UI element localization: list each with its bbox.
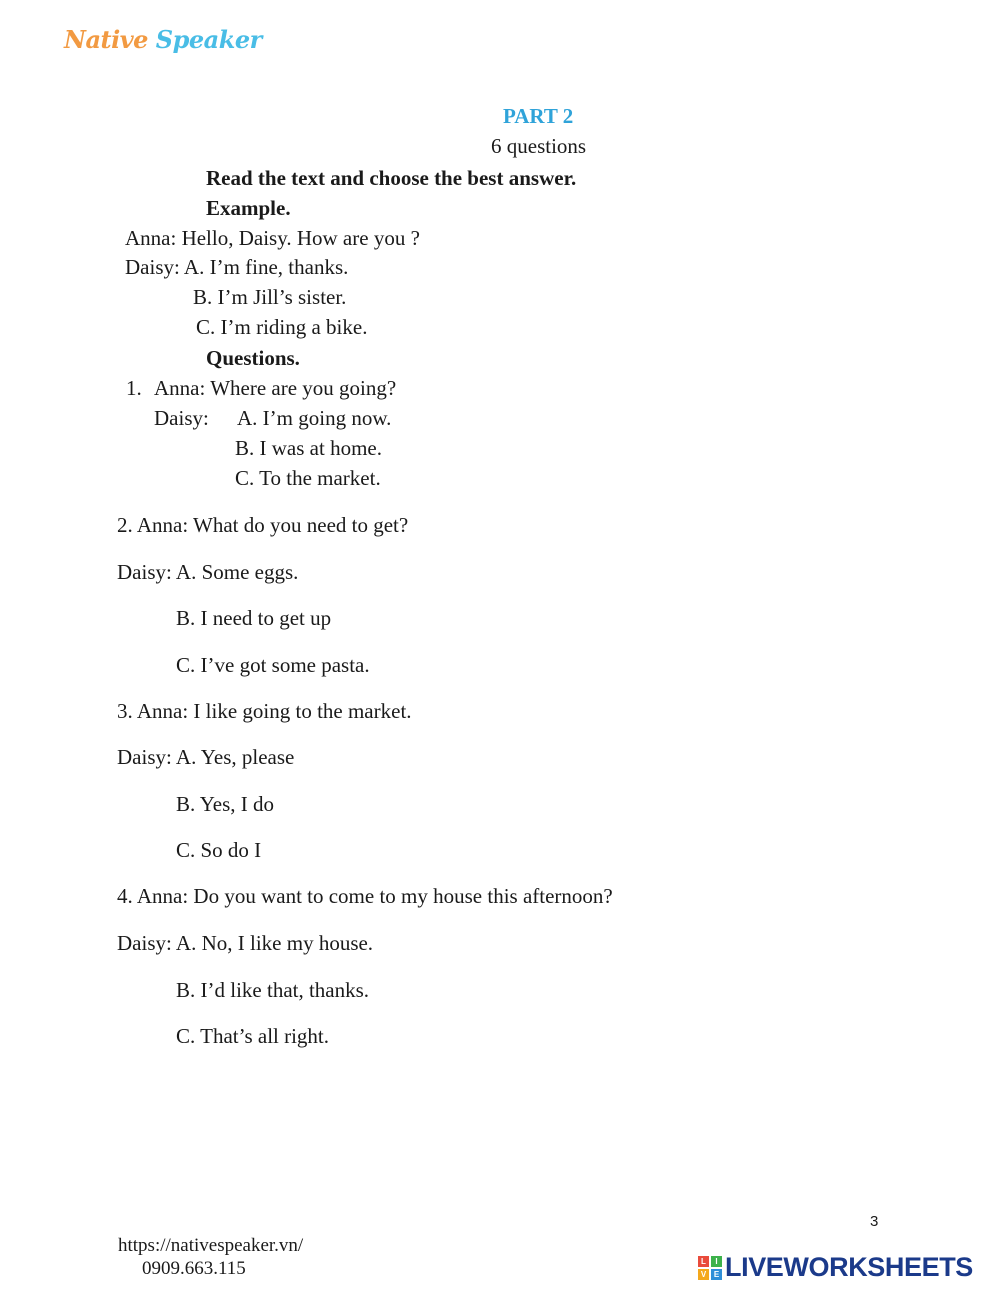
questions-heading: Questions. bbox=[206, 346, 300, 370]
page-number: 3 bbox=[870, 1213, 879, 1230]
liveworksheets-wordmark: LIVEWORKSHEETS bbox=[725, 1252, 973, 1282]
q3-prompt: 3. Anna: I like going to the market. bbox=[117, 699, 412, 723]
q2-option-a[interactable]: Daisy: A. Some eggs. bbox=[117, 560, 299, 584]
example-option-c: C. I’m riding a bike. bbox=[196, 315, 368, 339]
q1-option-a[interactable]: A. I’m going now. bbox=[237, 406, 392, 430]
q4-option-a[interactable]: Daisy: A. No, I like my house. bbox=[117, 931, 374, 955]
q1-number: 1. bbox=[126, 376, 142, 400]
q2-option-b[interactable]: B. I need to get up bbox=[176, 606, 332, 630]
q1-option-c[interactable]: C. To the market. bbox=[235, 466, 381, 490]
q2-prompt: 2. Anna: What do you need to get? bbox=[117, 513, 409, 537]
liveworksheets-logo-icon bbox=[698, 1256, 722, 1280]
instructions: Read the text and choose the best answer. bbox=[206, 166, 577, 190]
q3-option-b[interactable]: B. Yes, I do bbox=[176, 792, 275, 816]
liveworksheets-brand bbox=[698, 1254, 973, 1281]
q4-prompt: 4. Anna: Do you want to come to my house this afternoon? bbox=[117, 884, 613, 908]
q1-prompt: Anna: Where are you going? bbox=[154, 376, 397, 400]
native-speaker-logo bbox=[64, 25, 262, 54]
q4-option-c[interactable]: C. That’s all right. bbox=[176, 1024, 330, 1048]
question-count: 6 questions bbox=[491, 134, 587, 158]
tile-i: I bbox=[711, 1256, 722, 1267]
part-title: PART 2 bbox=[503, 104, 574, 128]
example-option-a: Daisy: A. I’m fine, thanks. bbox=[125, 255, 349, 279]
footer-phone: 0909.663.115 bbox=[142, 1258, 246, 1279]
example-option-b: B. I’m Jill’s sister. bbox=[193, 285, 347, 309]
tile-v: V bbox=[698, 1269, 709, 1280]
footer-url[interactable]: https://nativespeaker.vn/ bbox=[118, 1235, 304, 1256]
q3-option-a[interactable]: Daisy: A. Yes, please bbox=[117, 745, 295, 769]
q1-speaker: Daisy: bbox=[154, 406, 209, 430]
logo-word-native: Native bbox=[64, 25, 148, 54]
logo-word-speaker: Speaker bbox=[155, 25, 262, 54]
example-heading: Example. bbox=[206, 196, 291, 220]
tile-e: E bbox=[711, 1269, 722, 1280]
tile-l: L bbox=[698, 1256, 709, 1267]
example-prompt: Anna: Hello, Daisy. How are you ? bbox=[125, 226, 420, 250]
q2-option-c[interactable]: C. I’ve got some pasta. bbox=[176, 653, 370, 677]
q4-option-b[interactable]: B. I’d like that, thanks. bbox=[176, 978, 370, 1002]
q1-option-b[interactable]: B. I was at home. bbox=[235, 436, 382, 460]
q3-option-c[interactable]: C. So do I bbox=[176, 838, 262, 862]
